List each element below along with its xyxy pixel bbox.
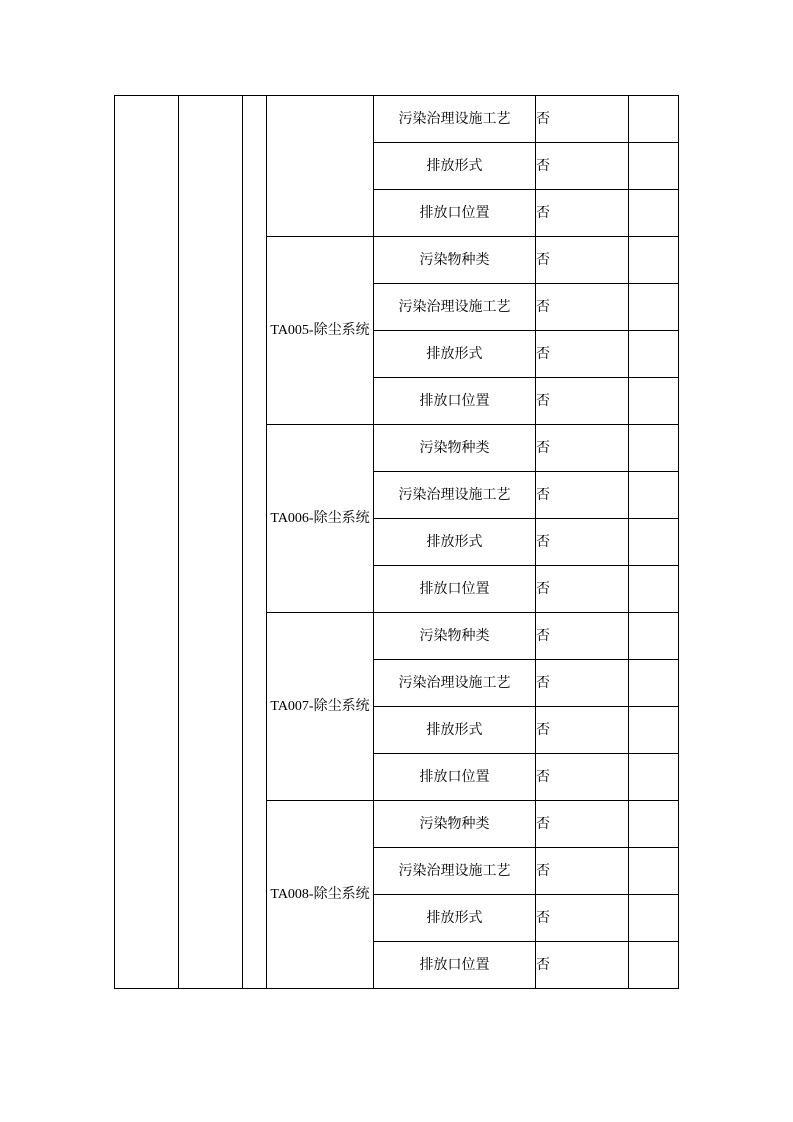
item-label-cell: 污染物种类 (374, 801, 536, 848)
left-column-2-cell (179, 96, 243, 989)
empty-cell (629, 331, 679, 378)
table-row (115, 96, 679, 143)
value-cell: 否 (536, 472, 629, 519)
empty-cell (629, 190, 679, 237)
item-label-cell: 排放口位置 (374, 566, 536, 613)
item-label-cell: 污染物种类 (374, 613, 536, 660)
empty-cell (629, 942, 679, 989)
value-cell: 否 (536, 660, 629, 707)
value-cell: 否 (536, 378, 629, 425)
value-cell: 否 (536, 519, 629, 566)
value-cell: 否 (536, 754, 629, 801)
empty-cell (629, 895, 679, 942)
empty-cell (629, 237, 679, 284)
item-label-cell: 排放口位置 (374, 190, 536, 237)
item-label-cell: 污染物种类 (374, 237, 536, 284)
left-column-1-cell (115, 96, 179, 989)
value-cell: 否 (536, 190, 629, 237)
empty-cell (629, 425, 679, 472)
empty-cell (629, 96, 679, 143)
value-cell: 否 (536, 895, 629, 942)
item-label-cell: 排放形式 (374, 331, 536, 378)
system-name-cell: TA006-除尘系统 (267, 425, 374, 613)
item-label-cell: 排放形式 (374, 143, 536, 190)
system-name-cell (267, 96, 374, 237)
item-label-cell: 污染治理设施工艺 (374, 284, 536, 331)
item-label-cell: 污染治理设施工艺 (374, 96, 536, 143)
value-cell: 否 (536, 707, 629, 754)
item-label-cell: 排放口位置 (374, 378, 536, 425)
value-cell: 否 (536, 942, 629, 989)
value-cell: 否 (536, 143, 629, 190)
value-cell: 否 (536, 96, 629, 143)
value-cell: 否 (536, 566, 629, 613)
empty-cell (629, 284, 679, 331)
empty-cell (629, 848, 679, 895)
item-label-cell: 污染物种类 (374, 425, 536, 472)
item-label-cell: 排放形式 (374, 895, 536, 942)
item-label-cell: 污染治理设施工艺 (374, 848, 536, 895)
item-label-cell: 排放形式 (374, 707, 536, 754)
empty-cell (629, 660, 679, 707)
empty-cell (629, 707, 679, 754)
empty-cell (629, 613, 679, 660)
system-name-cell: TA005-除尘系统 (267, 237, 374, 425)
value-cell: 否 (536, 425, 629, 472)
value-cell: 否 (536, 284, 629, 331)
system-name-cell: TA007-除尘系统 (267, 613, 374, 801)
system-name-cell: TA008-除尘系统 (267, 801, 374, 989)
item-label-cell: 排放口位置 (374, 942, 536, 989)
empty-cell (629, 378, 679, 425)
empty-cell (629, 754, 679, 801)
item-label-cell: 污染治理设施工艺 (374, 660, 536, 707)
empty-cell (629, 143, 679, 190)
value-cell: 否 (536, 848, 629, 895)
value-cell: 否 (536, 613, 629, 660)
empty-cell (629, 472, 679, 519)
value-cell: 否 (536, 331, 629, 378)
left-column-3-cell (243, 96, 267, 989)
item-label-cell: 污染治理设施工艺 (374, 472, 536, 519)
pollutant-discharge-table (114, 95, 679, 989)
empty-cell (629, 566, 679, 613)
item-label-cell: 排放口位置 (374, 754, 536, 801)
empty-cell (629, 519, 679, 566)
value-cell: 否 (536, 237, 629, 284)
value-cell: 否 (536, 801, 629, 848)
item-label-cell: 排放形式 (374, 519, 536, 566)
empty-cell (629, 801, 679, 848)
